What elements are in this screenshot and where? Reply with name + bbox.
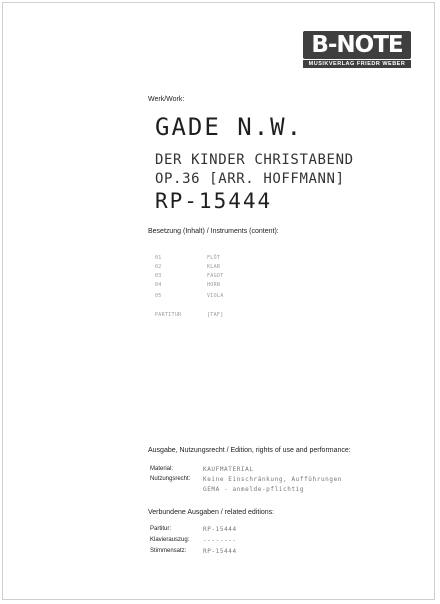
instrument-name: VIOLA [207,293,224,299]
usage-label: Nutzungsrecht: [150,476,191,482]
related-heading: Verbundene Ausgaben / related editions: [148,509,275,516]
catalog-number: RP-15444 [155,189,273,213]
piano-reduction-value: -------- [203,537,237,544]
work-label: Werk/Work: [148,96,185,103]
material-value: KAUFMATERIAL [203,466,254,473]
work-title-line2: OP.36 [ARR. HOFFMANN] [155,171,345,187]
instrument-part: 04 [155,282,162,288]
instrument-row [155,312,275,322]
instrument-name: FLÖT [207,255,221,261]
logo-subtitle: MUSIKVERLAG FRIEDR WEBER [303,60,411,68]
instrument-part: PARTITUR [155,312,182,318]
parts-label: Stimmensatz: [150,548,187,554]
piano-reduction-label: Klavierauszug: [150,537,190,543]
instrument-part: 01 [155,255,162,261]
instrument-name: KLAR [207,264,221,270]
instrument-part: 03 [155,273,162,279]
material-label: Material: [150,466,174,472]
document-page [2,2,435,600]
logo-mark: B-NOTE [303,31,411,59]
composer-name: GADE N.W. [155,113,304,141]
instrument-name: HORN [207,282,221,288]
parts-value: RP-15444 [203,548,237,555]
instrument-part: 02 [155,264,162,270]
instrument-part: 05 [155,293,162,299]
usage-value-line1: Keine Einschränkung, Aufführungen [203,476,343,483]
rights-heading: Ausgabe, Nutzungsrecht / Edition, rights of use and performance: [148,447,351,454]
usage-value-line2: GEMA - anmelde-pflichtig [203,486,305,493]
instrument-name: [TAF] [207,312,224,318]
score-value: RP-15444 [203,526,237,533]
score-label: Partitur: [150,526,172,532]
instrument-name: FAGOT [207,273,224,279]
publisher-logo [303,31,411,69]
instrument-row [155,293,275,303]
instrument-row [155,282,275,292]
instruments-label: Besetzung (Inhalt) / Instruments (content): [148,228,279,235]
work-title-line1: DER KINDER CHRISTABEND [155,152,354,168]
